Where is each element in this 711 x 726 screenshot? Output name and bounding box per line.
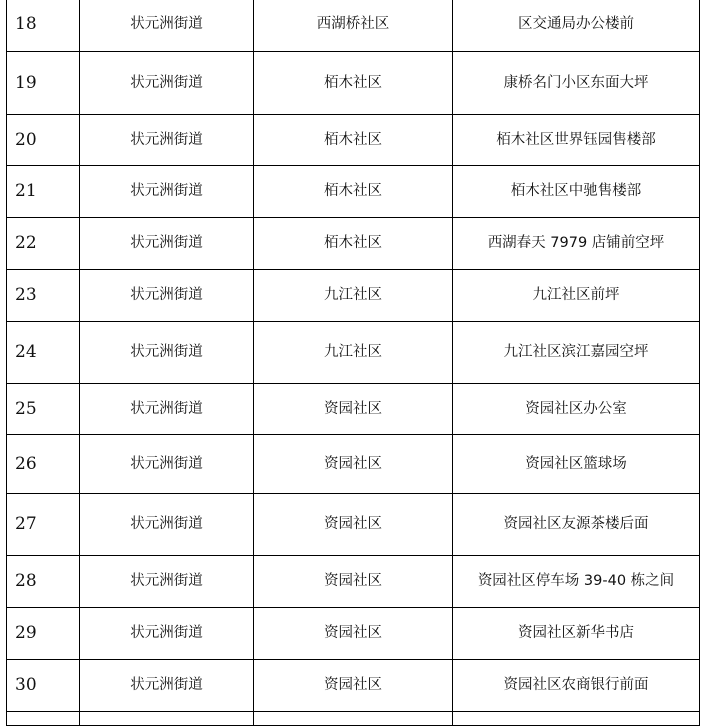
street-cell: 状元洲街道: [80, 556, 254, 608]
location-cell: 资园社区办公室: [453, 384, 700, 435]
street-cell: 状元洲街道: [80, 218, 254, 270]
location-cell: 资园社区新华书店: [453, 608, 700, 660]
row-number-cell: 25: [7, 384, 80, 435]
street-cell: 状元洲街道: [80, 166, 254, 218]
table-body: [7, 0, 700, 726]
street-cell: 状元洲街道: [80, 0, 254, 52]
community-cell: 栢木社区: [254, 166, 453, 218]
street-cell: 状元洲街道: [80, 322, 254, 384]
location-cell: 资园社区停车场 39-40 栋之间: [453, 556, 700, 608]
street-cell: 状元洲街道: [80, 270, 254, 322]
row-number-cell: 18: [7, 0, 80, 52]
row-number-cell: 23: [7, 270, 80, 322]
row-number-cell: 20: [7, 115, 80, 166]
empty-cell: [7, 712, 80, 726]
table-row: [7, 166, 700, 218]
street-cell: 状元洲街道: [80, 435, 254, 494]
community-cell: 资园社区: [254, 608, 453, 660]
row-number-cell: 26: [7, 435, 80, 494]
empty-cell: [254, 712, 453, 726]
table-row: [7, 556, 700, 608]
table-container: [6, 0, 700, 726]
street-cell: 状元洲街道: [80, 52, 254, 115]
table-row: [7, 608, 700, 660]
table-row: [7, 270, 700, 322]
empty-cell: [80, 712, 254, 726]
location-table: [6, 0, 700, 726]
empty-cell: [453, 712, 700, 726]
street-cell: 状元洲街道: [80, 494, 254, 556]
street-cell: 状元洲街道: [80, 384, 254, 435]
table-row: [7, 435, 700, 494]
location-cell: 资园社区友源茶楼后面: [453, 494, 700, 556]
row-number-cell: 30: [7, 660, 80, 712]
community-cell: 资园社区: [254, 556, 453, 608]
table-row: [7, 52, 700, 115]
community-cell: 九江社区: [254, 270, 453, 322]
row-number-cell: 22: [7, 218, 80, 270]
community-cell: 资园社区: [254, 660, 453, 712]
street-cell: 状元洲街道: [80, 660, 254, 712]
table-row: [7, 660, 700, 712]
row-number-cell: 19: [7, 52, 80, 115]
location-cell: 资园社区篮球场: [453, 435, 700, 494]
row-number-cell: 21: [7, 166, 80, 218]
street-cell: 状元洲街道: [80, 608, 254, 660]
community-cell: 九江社区: [254, 322, 453, 384]
row-number-cell: 27: [7, 494, 80, 556]
table-row: [7, 0, 700, 52]
table-row: [7, 218, 700, 270]
community-cell: 西湖桥社区: [254, 0, 453, 52]
location-cell: 康桥名门小区东面大坪: [453, 52, 700, 115]
table-row-partial: [7, 712, 700, 726]
row-number-cell: 29: [7, 608, 80, 660]
location-cell: 资园社区农商银行前面: [453, 660, 700, 712]
community-cell: 栢木社区: [254, 52, 453, 115]
street-cell: 状元洲街道: [80, 115, 254, 166]
table-row: [7, 115, 700, 166]
location-cell: 栢木社区世界钰园售楼部: [453, 115, 700, 166]
community-cell: 栢木社区: [254, 218, 453, 270]
row-number-cell: 24: [7, 322, 80, 384]
row-number-cell: 28: [7, 556, 80, 608]
community-cell: 资园社区: [254, 494, 453, 556]
table-row: [7, 384, 700, 435]
table-row: [7, 494, 700, 556]
location-cell: 九江社区滨江嘉园空坪: [453, 322, 700, 384]
table-row: [7, 322, 700, 384]
location-cell: 栢木社区中驰售楼部: [453, 166, 700, 218]
location-cell: 九江社区前坪: [453, 270, 700, 322]
community-cell: 栢木社区: [254, 115, 453, 166]
community-cell: 资园社区: [254, 384, 453, 435]
community-cell: 资园社区: [254, 435, 453, 494]
location-cell: 区交通局办公楼前: [453, 0, 700, 52]
location-cell: 西湖春天 7979 店铺前空坪: [453, 218, 700, 270]
